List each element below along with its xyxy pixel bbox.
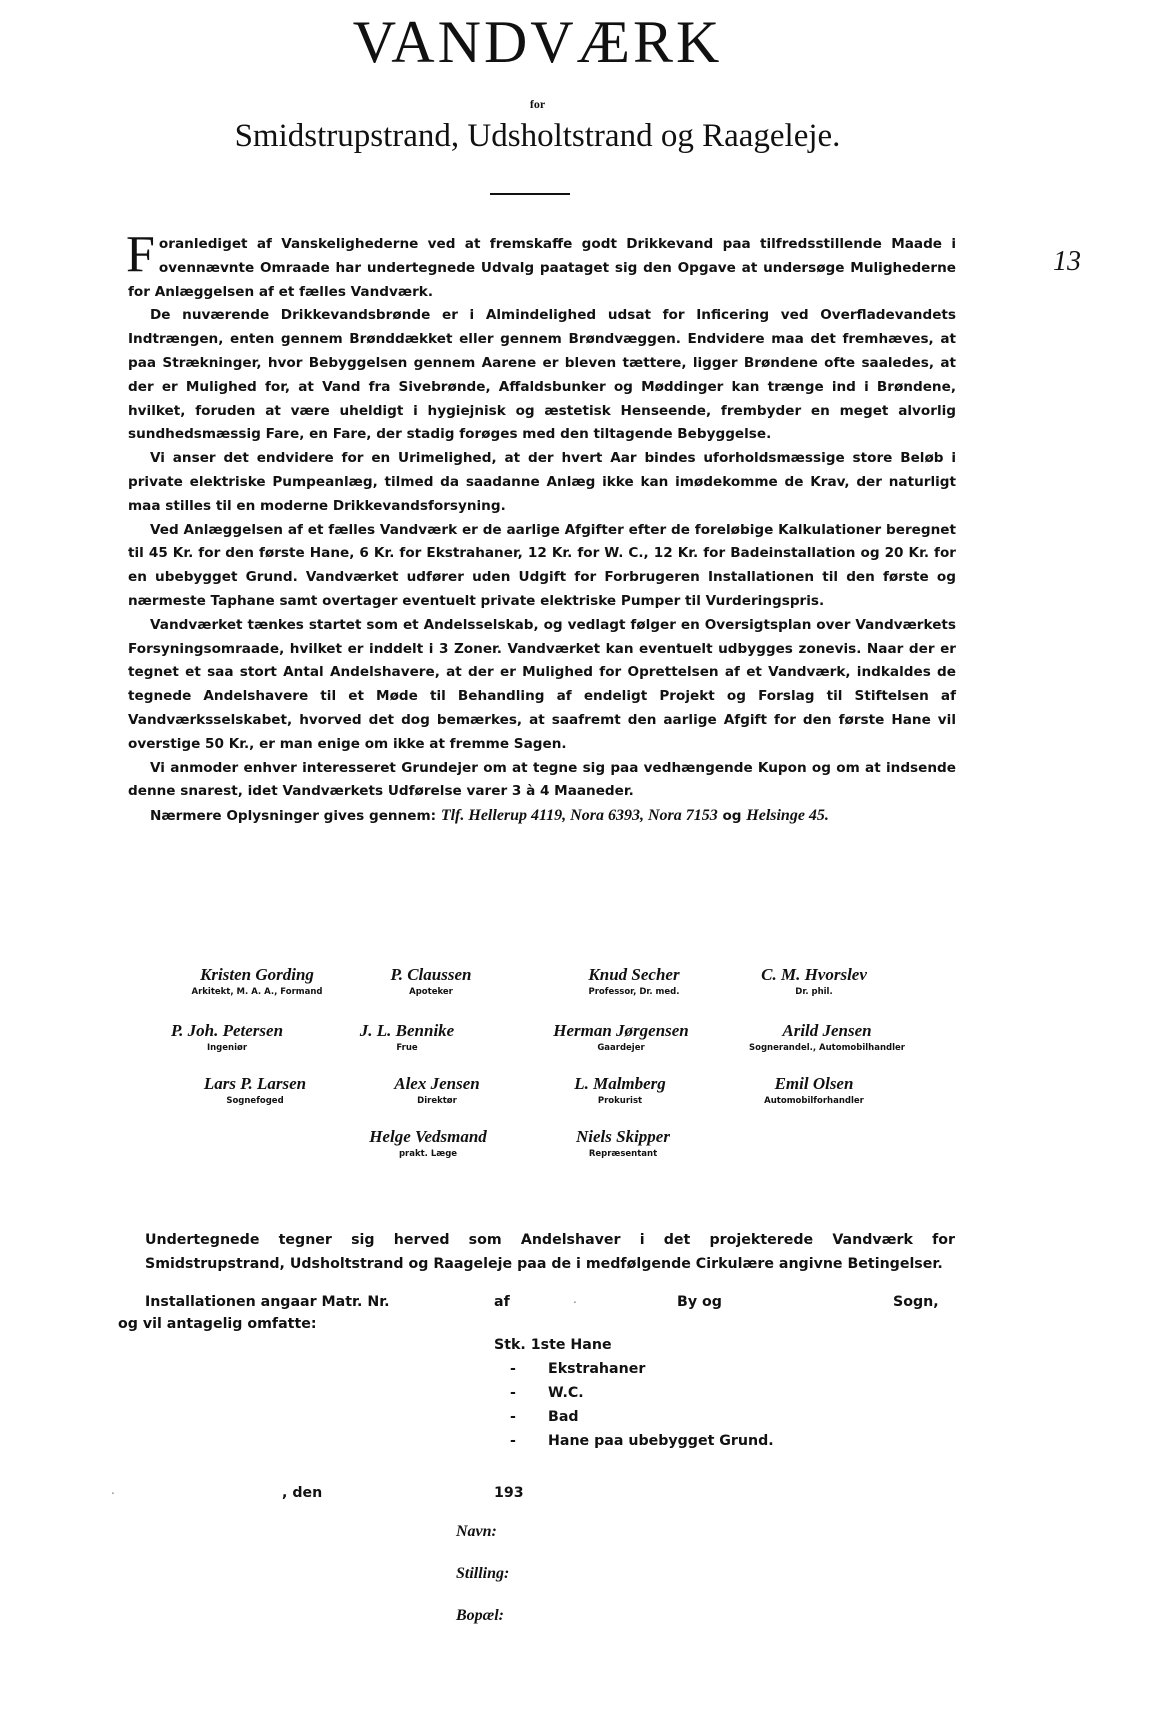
paragraph-7: [128, 804, 956, 829]
signatory-name: L. Malmberg: [574, 1074, 666, 1093]
signatory-title: Dr. phil.: [795, 987, 833, 997]
signatory-name: Herman Jørgensen: [553, 1021, 689, 1040]
coupon-intro: Undertegnede tegner sig herved som Andelshaver i det projekterede Vandværk for Smidstrupstrand, Udsholtstrand og Raageleje paa de i medfølgende Cirkulære angivne Betingelser.: [145, 1232, 955, 1272]
paragraph-1: [126, 226, 956, 304]
circular-body: [126, 226, 956, 829]
signatory-title: Ingeniør: [206, 1043, 248, 1053]
signatory: [508, 1126, 738, 1160]
signatory: [699, 964, 929, 998]
item-label: Bad: [548, 1409, 579, 1425]
signatory-name: J. L. Bennike: [359, 1021, 455, 1040]
signatory-title: Frue: [396, 1043, 418, 1053]
signatory-name: Knud Secher: [588, 965, 680, 984]
contact-og: og: [717, 808, 747, 825]
item-label: Ekstrahaner: [548, 1361, 646, 1377]
install-label: Installationen angaar Matr. Nr.: [145, 1294, 390, 1310]
paragraph-5: Vandværket tænkes startet som et Andelsselskab, og vedlagt følger en Oversigtsplan over Vandværkets Forsyningsomraade, hvilket er inddelt i 3 Zoner. Vandværket kan eventuelt udbygges zonevis. Naar der er tegnet et saa stort Antal Andelshavere, at der er Mulighed for Oprettelsen af et Vandværk, indkaldes de tegnede Andelshavere til et Møde til Behandling af endeligt Projekt og Forslag til Stiftelsen af Vandværksselskabet, hvorved det dog bemærkes, at saafremt den aarlige Afgift for den første Hane vil overstige 50 Kr., er man enige om ikke at fremme Sagen.: [128, 616, 956, 752]
signatory-title: Sognerandel., Automobilhandler: [749, 1043, 905, 1053]
date-den: , den: [282, 1485, 323, 1501]
item-label: Hane paa ubebygget Grund.: [548, 1433, 774, 1449]
position-label: Stilling:: [456, 1565, 510, 1582]
paragraph-4: Ved Anlæggelsen af et fælles Vandværk er de aarlige Afgifter efter de foreløbige Kalkulationer beregnet til 45 Kr. for den første Hane, 6 Kr. for Ekstrahaner, 12 Kr. for W. C., 12 Kr. for Badeinstallation og 20 Kr. for en ubebygget Grund. Vandværket udfører uden Udgift for Forbrugeren Installationen til den første og nærmeste Taphane samt overtager eventuelt private elektriske Pumper til Vurderingspris.: [128, 521, 956, 609]
paragraph-2: De nuværende Drikkevandsbrønde er i Almindelighed udsat for Inficering ved Overfladevandets Indtrængen, enten gennem Brønddækket eller gennem Brøndvæggen. Endvidere maa det fremhæves, at paa Strækninger, hvor Bebyggelsen gennem Aarene er bleven tættere, ligger Brøndene ofte saaledes, at der er Mulighed for, at Vand fra Sivebrønde, Affaldsbunker og Møddinger kan trænge ind i Brøndene, hvilket, foruden at være uheldigt i hygiejnisk og æstetisk Henseende, frembyder en meget alvorlig sundhedsmæssig Fare, en Fare, der stadig forøges med den tiltagende Bebyggelse.: [128, 307, 956, 443]
signatory-title: Repræsentant: [588, 1149, 658, 1159]
signatory-title: Professor, Dr. med.: [588, 987, 680, 997]
signatory-title: prakt. Læge: [398, 1149, 458, 1159]
install-af: af: [494, 1294, 510, 1310]
contact-phones: Tlf. Hellerup 4119, Nora 6393, Nora 7153: [440, 807, 718, 825]
item-dash: -: [510, 1385, 516, 1401]
signatory: [292, 1020, 522, 1054]
document-subtitle: Smidstrupstrand, Udsholtstrand og Raageleje.: [234, 118, 841, 154]
residence-label: Bopæl:: [456, 1607, 504, 1624]
signatory-name: Helge Vedsmand: [369, 1127, 487, 1146]
item-label: W.C.: [548, 1385, 584, 1401]
signatory-name: P. Joh. Petersen: [170, 1021, 284, 1040]
signatory-title: Automobilforhandler: [764, 1096, 864, 1106]
signatory-name: Lars P. Larsen: [203, 1074, 307, 1093]
signatory-title: Sognefoged: [226, 1096, 284, 1106]
page-number: 13: [1053, 246, 1081, 277]
signatory: [699, 1073, 929, 1107]
signatory: [506, 1020, 736, 1054]
signatory-title: Direktør: [417, 1096, 457, 1106]
title-for-word: for: [529, 97, 546, 111]
title-rule: [490, 193, 570, 195]
item-dash: -: [510, 1433, 516, 1449]
signatory: [712, 1020, 942, 1054]
date-year: 193: [494, 1485, 524, 1501]
signatory-title: Apoteker: [409, 987, 453, 997]
paragraph-1-text: oranlediget af Vanskelighederne ved at fremskaffe godt Drikkevand paa tilfredsstillende Maade i ovennævnte Omraade har undertegnede Udvalg paataget sig den Opgave at undersøge Mulighederne for Anlæggelsen af et fælles Vandværk.: [128, 236, 956, 300]
signatory-name: Niels Skipper: [576, 1127, 670, 1146]
signatory-name: Kristen Gording: [200, 965, 314, 984]
signatory-title: Prokurist: [597, 1096, 643, 1106]
item-dash: -: [510, 1409, 516, 1425]
signatory-name: Alex Jensen: [394, 1074, 480, 1093]
install-by-og: By og: [677, 1294, 722, 1310]
name-label: Navn:: [456, 1523, 497, 1540]
contact-lead: Nærmere Oplysninger gives gennem:: [150, 808, 441, 825]
paragraph-6: Vi anmoder enhver interesseret Grundejer om at tegne sig paa vedhængende Kupon og om at indsende denne snarest, idet Vandværkets Udførelse varer 3 à 4 Maaneder.: [128, 759, 956, 800]
install-sogn: Sogn,: [893, 1294, 939, 1310]
signatory-title: Gaardejer: [597, 1043, 645, 1053]
blank-mark: .: [573, 1292, 577, 1306]
paragraph-3: Vi anser det endvidere for en Urimelighed, at der hvert Aar bindes uforholdsmæssige store Beløb i private elektriske Pumpeanlæg, tilmed da saadanne Anlæg ikke kan imødekomme de Krav, der naturligt maa stilles til en moderne Drikkevandsforsyning.: [128, 450, 956, 514]
item-dash: -: [510, 1361, 516, 1377]
drop-cap: F: [126, 226, 155, 283]
document-title: VANDVÆRK: [352, 9, 723, 75]
install-omfatte: og vil antagelig omfatte:: [118, 1316, 317, 1332]
signatory-title: Arkitekt, M. A. A., Formand: [191, 987, 323, 997]
signatory-name: Emil Olsen: [774, 1074, 854, 1093]
signatory-name: Arild Jensen: [782, 1021, 872, 1040]
blank-mark: .: [111, 1483, 115, 1497]
item-label: Stk. 1ste Hane: [494, 1337, 612, 1353]
contact-helsinge: Helsinge 45.: [746, 807, 829, 825]
signatory-name: P. Claussen: [390, 965, 472, 984]
signatory: [316, 964, 546, 998]
signatory-name: C. M. Hvorslev: [761, 965, 867, 984]
